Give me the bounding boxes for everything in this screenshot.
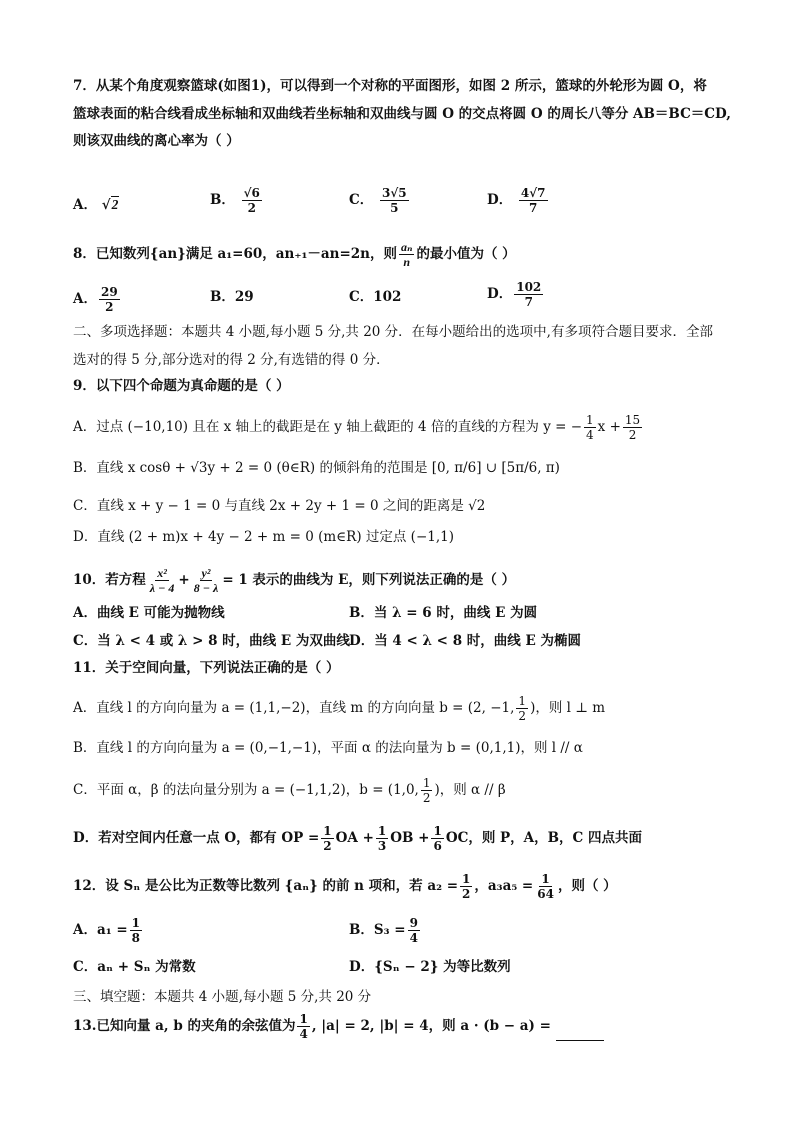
q13-answer-blank[interactable] [556, 1026, 604, 1041]
q7-option-a [73, 195, 119, 215]
fraction: $\frac{1}{8}$ [131, 916, 141, 945]
q11-stem: 11．关于空间向量，下列说法正确的是（ ） [73, 660, 340, 676]
fraction: $\frac{1}{6}$ [433, 824, 442, 853]
q12-stem: 12．设 Sₙ 是公比为正数等比数列 {aₙ} 的前 n 项和，若 a₂ = $\frac{1}{2}$ ，a₃a₅ = $\frac{1}{64}$ ，则（ ） [73, 872, 617, 901]
q7-stem-line2: 篮球表面的粘合线看成坐标轴和双曲线若坐标轴和双曲线与圆 O 的交点将圆 O 的周长八等分 AB＝BC＝CD, [73, 106, 731, 122]
q9-option-b-range: [0, π/6] ∪ [5π/6, π) [431, 460, 560, 476]
q10-option-d: D．当 4 < λ < 8 时，曲线 E 为椭圆 [349, 633, 581, 649]
fraction: $\frac{4√7}{7}$ [520, 186, 546, 215]
q11-option-c: C．平面 α，β 的法向量分别为 a = (−1,1,2)，b = (1,0, $\frac{1}{2}$ )，则 α // β [73, 776, 506, 805]
fraction: $\frac{1}{2}$ [323, 824, 332, 853]
q7-option-c-label: C． [349, 192, 374, 208]
q7-option-b [210, 186, 264, 215]
q8-stem: 8．已知数列{an}满足 a₁=60，an₊₁－an=2n，则 $\frac{\text{aₙ}}{n}$ 的最小值为（ ） [73, 240, 516, 269]
q10-stem: 10．若方程 $\frac{\text{x²}}{\lambda - 4}$ + $\frac{\text{y²}}{8 - \lambda}$ = 1 表示的曲线为 E，则下列说法正确的是（ ） [73, 566, 516, 595]
q8-option-b: B．29 [210, 289, 254, 305]
section2-line2: 选对的得 5 分,部分选对的得 2 分,有选错的得 0 分． [73, 352, 390, 368]
q9-option-d: D．直线 (2 + m)x + 4y − 2 + m = 0 (m∈R) 过定点 (−1,1) [73, 529, 454, 545]
q11-option-b: B．直线 l 的方向向量为 a = (0,−1,−1)，平面 α 的法向量为 b = (0,1,1)，则 l // α [73, 740, 583, 756]
q12-option-a: A．a₁ = $\frac{1}{8}$ [73, 916, 141, 945]
fraction: $\frac{1}{4}$ [299, 1012, 308, 1041]
fraction: $\frac{1}{4}$ [586, 413, 594, 442]
q10-option-b: B．当 λ = 6 时，曲线 E 为圆 [349, 605, 538, 621]
fraction: $\frac{1}{3}$ [377, 824, 387, 853]
section2-line1: 二、多项选择题：本题共 4 小题,每小题 5 分,共 20 分．在每小题给出的选项中,有多项符合题目要求．全部 [73, 324, 713, 340]
fraction: $\frac{\text{aₙ}}{n}$ [400, 240, 413, 269]
q7-option-d [487, 186, 550, 215]
q12-option-c: C．aₙ + Sₙ 为常数 [73, 959, 196, 975]
fraction: $\frac{3√5}{5}$ [381, 186, 407, 215]
q12-option-d: D．{Sₙ − 2} 为等比数列 [349, 959, 511, 975]
q13-stem: 13.已知向量 a, b 的夹角的余弦值为 $\frac{1}{4}$ , |a| = 2, |b| = 4，则 a · (b − a) = [73, 1012, 604, 1041]
q10-option-c: C．当 λ < 4 或 λ > 8 时，曲线 E 为双曲线 [73, 633, 350, 649]
fraction: $\frac{1}{64}$ [537, 872, 554, 901]
fraction: $\frac{9}{4}$ [409, 916, 418, 945]
q9-option-c: C．直线 x + y − 1 = 0 与直线 2x + 2y + 1 = 0 之间的距离是 √2 [73, 498, 486, 514]
fraction: $\frac{√6}{2}$ [243, 186, 260, 215]
q8-option-d: D． $\frac{102}{7}$ [487, 280, 542, 309]
q10-option-a: A．曲线 E 可能为抛物线 [73, 605, 225, 621]
section3-title: 三、填空题：本题共 4 小题,每小题 5 分,共 20 分 [73, 989, 372, 1005]
q9-stem: 9．以下四个命题为真命题的是（ ） [73, 378, 290, 394]
fraction: $\frac{15}{2}$ [624, 413, 641, 442]
fraction: $\frac{102}{7}$ [516, 280, 542, 309]
q7-stem-line1: 7．从某个角度观察篮球(如图1)，可以得到一个对称的平面图形，如图 2 所示，篮球的外轮形为圆 O，将 [73, 78, 707, 94]
q7-option-b-label: B． [210, 192, 235, 208]
fraction: $\frac{1}{2}$ [518, 694, 527, 723]
fraction: $\frac{1}{2}$ [422, 776, 431, 805]
sqrt-symbol: √2 [101, 197, 119, 213]
q8-option-c: C．102 [349, 289, 402, 305]
q11-option-a: A．直线 l 的方向向量为 a = (1,1,−2)，直线 m 的方向向量 b = (2, −1, $\frac{1}{2}$ )，则 l ⊥ m [73, 694, 606, 723]
q7-option-d-label: D． [487, 192, 513, 208]
q7-option-c [349, 186, 411, 215]
q11-option-d: D．若对空间内任意一点 O，都有 OP = $\frac{1}{2}$ OA + $\frac{1}{3}$ OB + $\frac{1}{6}$ OC，则 P，A，B，C 四点共面 [73, 824, 642, 853]
q9-option-a: A．过点 (−10,10) 且在 x 轴上的截距是在 y 轴上截距的 4 倍的直线的方程为 y = − $\frac{1}{4}$ x + $\frac{15}{2}$ [73, 413, 641, 442]
fraction: $\frac{\text{y²}}{8 - \lambda}$ [193, 566, 219, 595]
q9-option-b: B．直线 x cosθ + √3y + 2 = 0 (θ∈R) 的倾斜角的范围是 [0, π/6] ∪ [5π/6, π) [73, 460, 560, 476]
q7-option-a-label: A． [73, 197, 97, 213]
q8-option-a: A． $\frac{29}{2}$ [73, 285, 118, 314]
q12-option-b: B．S₃ = $\frac{9}{4}$ [349, 916, 418, 945]
fraction: $\frac{29}{2}$ [100, 285, 118, 314]
fraction: $\frac{1}{2}$ [462, 872, 471, 901]
fraction: $\frac{\text{x²}}{\lambda - 4}$ [149, 566, 175, 595]
q7-stem-line3: 则该双曲线的离心率为（ ） [73, 133, 240, 149]
